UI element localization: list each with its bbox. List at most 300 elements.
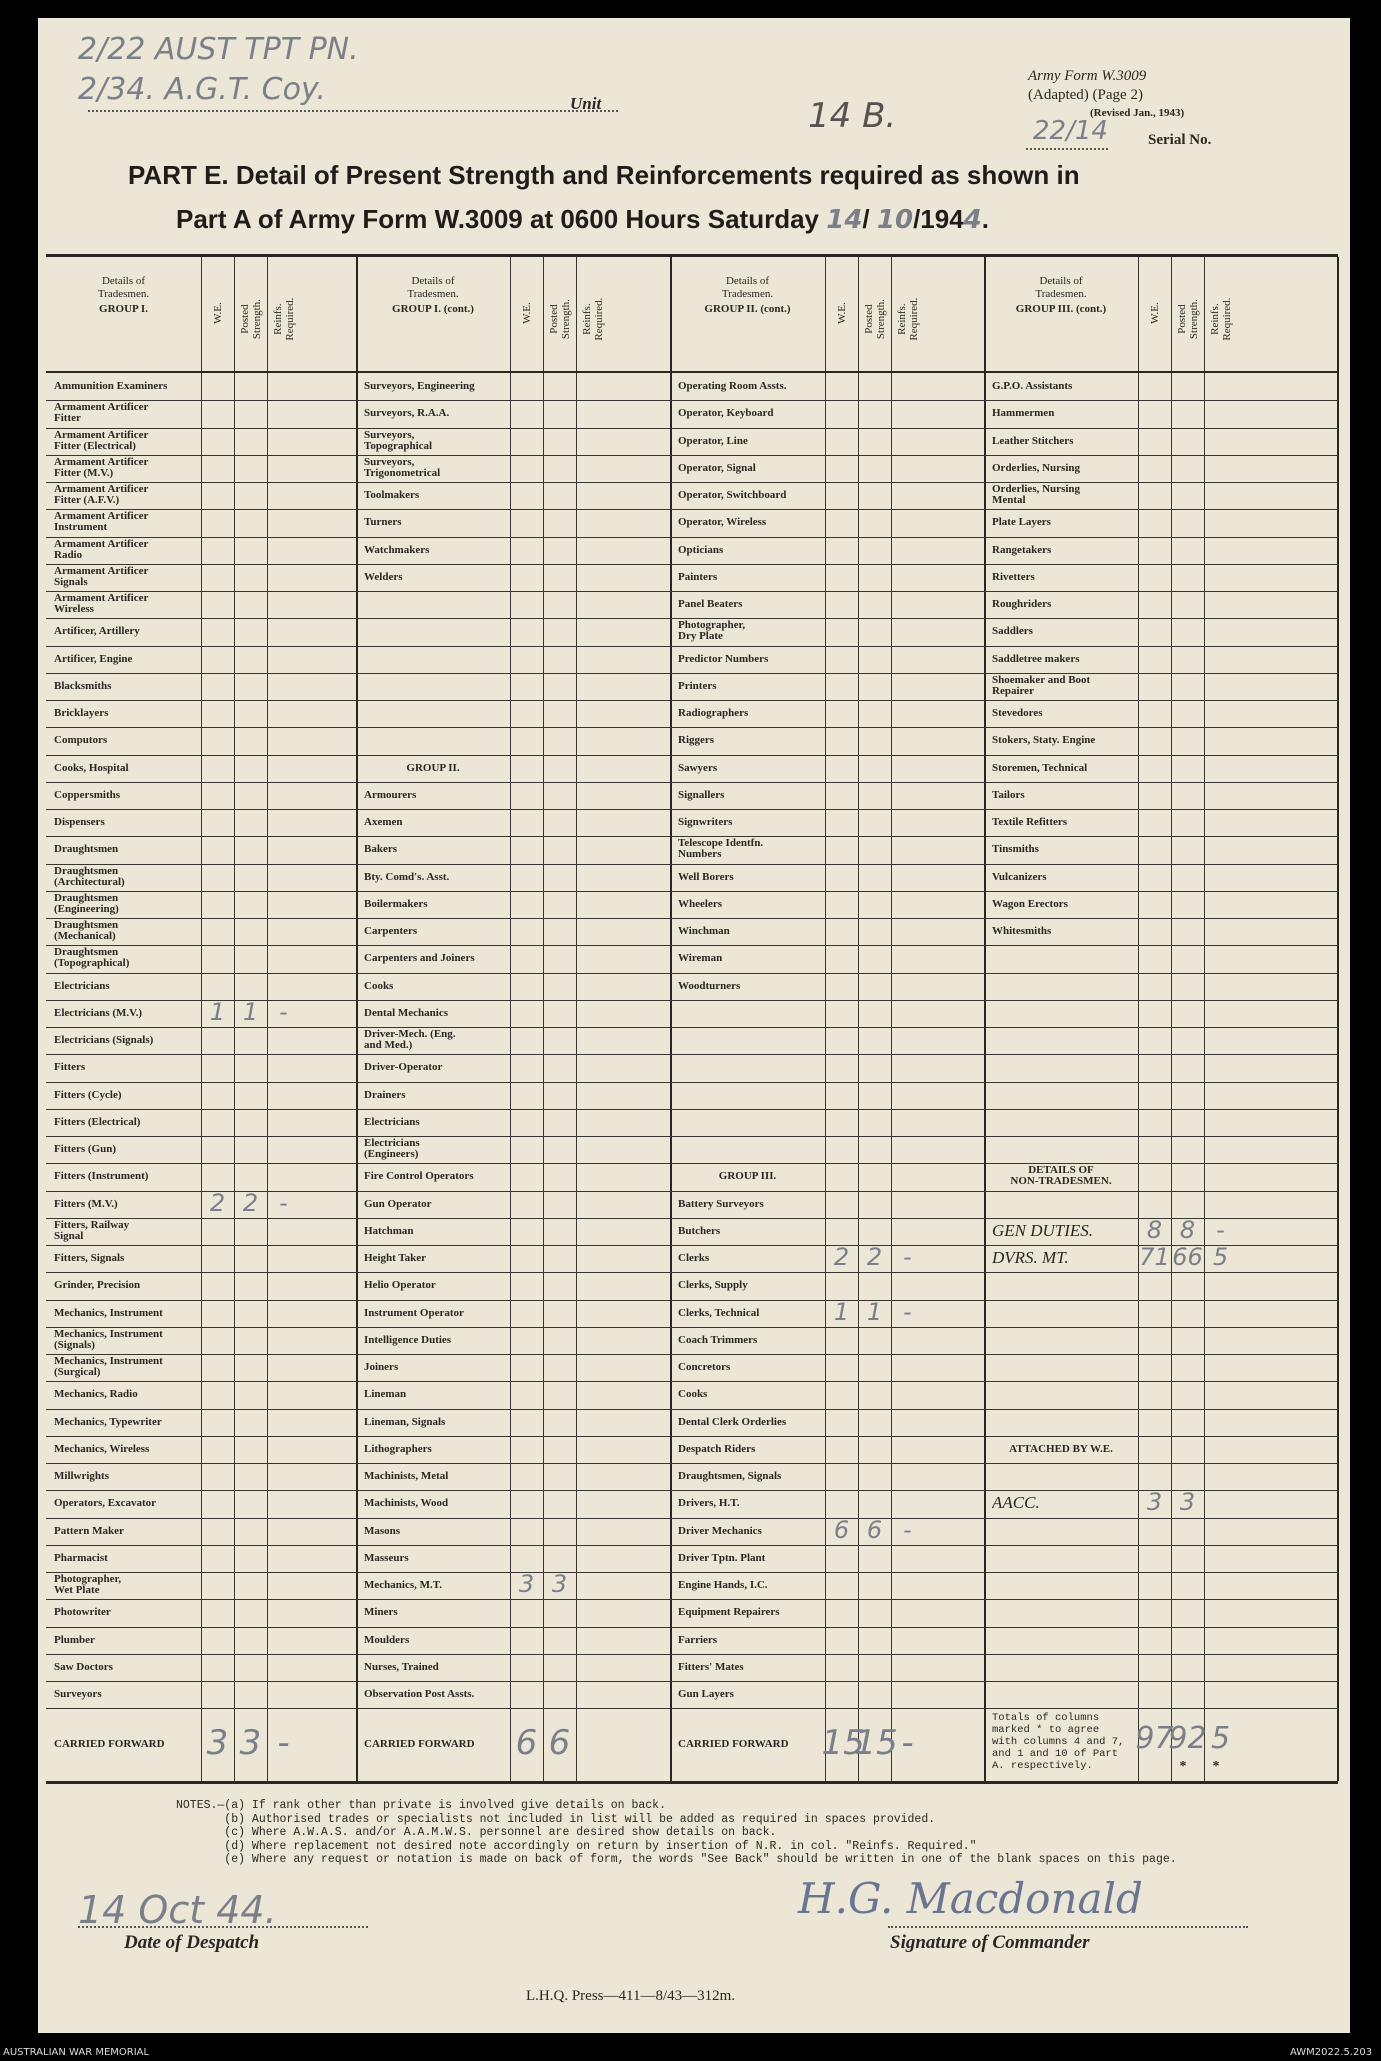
carried-forward-label: CARRIED FORWARD: [678, 1738, 789, 1750]
row-line: [46, 1599, 1338, 1600]
archive-label: AUSTRALIAN WAR MEMORIAL: [3, 2047, 150, 2058]
row-label: Artificer, Engine: [54, 653, 133, 665]
row-label: Surveyors, Topographical: [364, 429, 433, 452]
row-label: Draughtsmen (Architectural): [54, 865, 125, 888]
row-label: AACC.: [992, 1493, 1040, 1513]
entry-posted: 2: [242, 1188, 259, 1217]
row-label: Machinists, Wood: [364, 1498, 449, 1510]
column-line: [1138, 257, 1139, 1781]
row-label: Despatch Riders: [678, 1443, 756, 1455]
row-label: Mechanics, Radio: [54, 1389, 138, 1401]
row-label: Draughtsmen (Topographical): [54, 947, 130, 970]
row-label: Equipment Repairers: [678, 1607, 780, 1619]
row-label: Fitters, Signals: [54, 1253, 125, 1264]
row-line: [46, 673, 1338, 674]
row-label: Vulcanizers: [992, 871, 1047, 883]
subheader-we: W.E.: [520, 302, 533, 324]
row-line: [46, 755, 1338, 756]
row-label: Welders: [364, 571, 403, 583]
row-label: Driver Tptn. Plant: [678, 1552, 766, 1564]
row-label: Sawyers: [678, 762, 718, 774]
row-line: [46, 864, 1338, 865]
row-label: DVRS. MT.: [992, 1248, 1069, 1267]
row-label: Watchmakers: [364, 544, 430, 556]
row-line: [46, 455, 1338, 456]
row-line: [46, 1272, 1338, 1273]
row-label: Signwriters: [678, 817, 733, 828]
entry-we: 6: [833, 1515, 850, 1544]
grand-total-value: 97: [1135, 1720, 1174, 1756]
row-label: Hammermen: [992, 408, 1055, 420]
row-line: [46, 1163, 1338, 1164]
despatch-date-handwritten: 14 Oct 44.: [78, 1888, 277, 1932]
column-header-3: Details of Tradesmen. GROUP II. (cont.): [704, 275, 791, 316]
unit-handwritten-line2: 2/34. A.G.T. Coy.: [78, 72, 326, 107]
row-label: Operator, Switchboard: [678, 490, 787, 501]
row-label: Fitters (Instrument): [54, 1171, 149, 1183]
row-label: Opticians: [678, 544, 724, 556]
row-label: Gun Operator: [364, 1198, 432, 1210]
row-label: DETAILS OF NON-TRADESMEN.: [1010, 1165, 1112, 1188]
row-label: Draughtsmen (Mechanical): [54, 920, 119, 942]
row-label: Artificer, Artillery: [54, 626, 140, 638]
row-label: Photographer, Dry Plate: [678, 620, 746, 643]
row-label: Butchers: [678, 1225, 721, 1237]
row-label: Computors: [54, 735, 108, 747]
entry-posted: 3: [1179, 1488, 1196, 1517]
row-label: Rangetakers: [992, 544, 1052, 556]
row-label: Armourers: [364, 789, 417, 801]
entry-posted: 3: [551, 1570, 568, 1598]
note-c: (c) Where A.W.A.S. and/or A.A.M.W.S. personnel are desired show details on back.: [176, 1826, 777, 1839]
row-label: Electricians (M.V.): [54, 1007, 143, 1019]
row-label: Surveyors: [54, 1689, 102, 1700]
row-label: Armament Artificer Signals: [54, 565, 149, 588]
row-line: [46, 1054, 1338, 1055]
row-label: Surveyors, Trigonometrical: [364, 456, 441, 479]
row-label: Lineman: [364, 1389, 407, 1401]
row-label: Wheelers: [678, 898, 722, 910]
entry-posted: 8: [1179, 1215, 1196, 1244]
row-line: [46, 945, 1338, 946]
row-label: Dental Clerk Orderlies: [678, 1416, 787, 1428]
row-label: Wireman: [678, 953, 723, 965]
row-label: Fitters (Cycle): [54, 1089, 122, 1101]
row-label: GEN DUTIES.: [992, 1220, 1094, 1240]
row-label: Operator, Keyboard: [678, 408, 774, 420]
row-label: Operator, Wireless: [678, 517, 767, 529]
row-label: Mechanics, M.T.: [364, 1580, 443, 1591]
row-line: [46, 646, 1338, 647]
column-line: [576, 257, 577, 1781]
row-label: Driver Mechanics: [678, 1525, 762, 1537]
row-label: Bty. Comd's. Asst.: [364, 871, 450, 883]
row-label: Clerks, Supply: [678, 1280, 748, 1292]
grand-total-value: 92: [1168, 1720, 1207, 1756]
entry-we: 2: [833, 1243, 850, 1271]
despatch-line: [78, 1926, 368, 1928]
row-line: [46, 700, 1338, 701]
row-label: ATTACHED BY W.E.: [1009, 1443, 1113, 1455]
row-line: [46, 1463, 1338, 1464]
row-label: Mechanics, Instrument (Surgical): [54, 1356, 163, 1378]
row-label: Electricians (Engineers): [364, 1138, 420, 1160]
row-label: Fitters (Electrical): [54, 1116, 141, 1128]
row-label: Fitters' Mates: [678, 1661, 744, 1673]
serial-handwritten: 22/14: [1033, 116, 1108, 146]
row-label: Rivetters: [992, 571, 1035, 583]
row-line: [46, 1681, 1338, 1682]
entry-reinfs: 5: [1212, 1243, 1229, 1271]
row-label: Clerks: [678, 1253, 710, 1264]
row-line: [46, 1027, 1338, 1028]
row-label: Ammunition Examiners: [54, 381, 168, 392]
form-revised: (Revised Jan., 1943): [1090, 107, 1185, 119]
army-form-page: [38, 18, 1350, 2033]
row-label: Axemen: [364, 817, 403, 828]
row-line: [46, 1109, 1338, 1110]
row-label: Printers: [678, 680, 717, 692]
row-line: [46, 1572, 1338, 1573]
carried-forward-value: 6: [548, 1722, 571, 1763]
row-label: Telescope Identfn. Numbers: [678, 838, 764, 861]
carried-forward-value: -: [277, 1722, 290, 1763]
row-label: GROUP III.: [718, 1171, 777, 1183]
row-line: [46, 1381, 1338, 1382]
despatch-label: Date of Despatch: [124, 1932, 260, 1953]
row-label: Winchman: [678, 926, 730, 937]
group-divider: [356, 257, 358, 1781]
note-b: (b) Authorised trades or specialists not included in list will be added as required in spaces provided.: [176, 1812, 936, 1826]
subheader-posted: Posted Strength.: [547, 299, 572, 340]
subheader-we: W.E.: [1148, 302, 1161, 324]
row-label: Armament Artificer Instrument: [54, 511, 149, 534]
subheader-posted: Posted Strength.: [238, 299, 263, 340]
row-label: Battery Surveyors: [678, 1198, 764, 1210]
row-label: Storemen, Technical: [992, 762, 1088, 774]
column-line: [825, 257, 826, 1781]
row-label: Orderlies, Nursing Mental: [992, 484, 1080, 506]
row-label: Mechanics, Instrument: [54, 1307, 163, 1319]
commander-signature: H.G. Macdonald: [798, 1874, 1143, 1923]
row-label: Farriers: [678, 1634, 718, 1646]
unit-dotted-line: [88, 110, 618, 112]
entry-reinfs: -: [279, 997, 288, 1026]
row-line: [46, 1627, 1338, 1628]
row-label: Mechanics, Instrument (Signals): [54, 1328, 163, 1351]
row-label: Engine Hands, I.C.: [678, 1580, 768, 1591]
entry-reinfs: -: [1216, 1215, 1225, 1244]
row-label: Coppersmiths: [54, 789, 121, 801]
row-label: Concretors: [678, 1362, 731, 1373]
row-label: Drivers, H.T.: [678, 1498, 740, 1510]
subheader-posted: Posted Strength.: [862, 299, 887, 340]
row-label: Fire Control Operators: [364, 1171, 474, 1183]
entry-reinfs: -: [279, 1188, 288, 1217]
entry-we: 1: [209, 997, 226, 1026]
note-a: NOTES.—(a) If rank other than private is involved give details on back.: [176, 1799, 666, 1812]
row-line: [46, 591, 1338, 592]
row-label: Millwrights: [54, 1471, 109, 1482]
row-label: Cooks, Hospital: [54, 762, 129, 774]
entry-reinfs: -: [903, 1243, 912, 1271]
entry-reinfs: -: [903, 1515, 912, 1544]
row-label: Miners: [364, 1607, 398, 1619]
row-label: GROUP II.: [406, 762, 460, 774]
unit-label: Unit: [570, 94, 602, 113]
row-line: [46, 1708, 1338, 1709]
unit-handwritten-line1: 2/22 AUST TPT PN.: [78, 32, 359, 67]
row-line: [46, 1300, 1338, 1301]
serial-label: Serial No.: [1148, 132, 1212, 148]
row-label: Photographer, Wet Plate: [54, 1574, 122, 1596]
carried-forward-value: 3: [206, 1722, 229, 1763]
entry-posted: 66: [1172, 1243, 1203, 1271]
note-e: (e) Where any request or notation is made on back of form, the words "See Back" should be written in one of the blank spaces on this page.: [176, 1853, 1177, 1866]
row-line: [46, 973, 1338, 974]
row-label: Dispensers: [54, 817, 105, 828]
row-label: Tailors: [992, 789, 1025, 801]
row-label: Fitters, Railway Signal: [54, 1219, 130, 1242]
row-label: Cooks: [678, 1389, 708, 1401]
carried-forward-value: 6: [515, 1722, 538, 1763]
row-label: Tinsmiths: [992, 844, 1039, 856]
note-d: (d) Where replacement not desired note accordingly on return by insertion of N.R. in col. "Reinfs. Required.": [176, 1839, 977, 1853]
row-label: Armament Artificer Fitter (A.F.V.): [54, 484, 149, 506]
row-line: [46, 428, 1338, 429]
entry-we: 3: [1146, 1488, 1163, 1517]
form-title-line2: Part A of Army Form W.3009 at 0600 Hours Saturday 14/ 10/1944.: [176, 204, 989, 235]
asterisk-mark: *: [1179, 1761, 1187, 1772]
row-line: [46, 836, 1338, 837]
row-line: [46, 1409, 1338, 1410]
row-line: [46, 918, 1338, 919]
row-label: Intelligence Duties: [364, 1334, 452, 1346]
row-label: Signallers: [678, 789, 725, 801]
carried-forward-value: 3: [239, 1722, 262, 1763]
carried-forward-value: -: [901, 1722, 914, 1763]
row-line: [46, 1327, 1338, 1328]
subheader-posted: Posted Strength.: [1175, 299, 1200, 340]
subheader-reinfs: Reinfs. Required.: [271, 297, 296, 341]
row-label: Lithographers: [364, 1443, 432, 1455]
column-line: [1171, 257, 1172, 1781]
carried-forward-label: CARRIED FORWARD: [364, 1738, 475, 1750]
row-label: Mechanics, Wireless: [54, 1443, 150, 1455]
row-label: Saddlers: [992, 626, 1033, 638]
row-label: Armament Artificer Fitter (Electrical): [54, 429, 149, 452]
row-label: Well Borers: [678, 871, 734, 883]
group-divider: [984, 257, 986, 1781]
row-label: Leather Stitchers: [992, 435, 1074, 447]
press-imprint: L.H.Q. Press—411—8/43—312m.: [526, 1988, 736, 2004]
row-label: Fitters (Gun): [54, 1144, 117, 1155]
row-line: [46, 371, 1338, 373]
row-line: [46, 1545, 1338, 1546]
row-label: Coach Trimmers: [678, 1334, 758, 1346]
row-label: Electricians: [54, 980, 110, 992]
totals-note: Totals of columns marked * to agree with columns 4 and 7, and 1 and 10 of Part A. respectively.: [992, 1712, 1125, 1773]
row-label: Photowriter: [54, 1607, 111, 1619]
subheader-reinfs: Reinfs. Required.: [580, 297, 605, 341]
date-year: 4: [963, 205, 982, 235]
entry-posted: 2: [866, 1243, 883, 1271]
subheader-we: W.E.: [211, 302, 224, 324]
row-label: Operator, Signal: [678, 462, 756, 474]
row-label: Instrument Operator: [364, 1307, 464, 1319]
row-label: Pharmacist: [54, 1552, 108, 1564]
form-title-line1: PART E. Detail of Present Strength and Reinforcements required as shown in: [128, 160, 1080, 190]
row-label: Height Taker: [364, 1253, 427, 1264]
row-label: Saw Doctors: [54, 1661, 113, 1673]
grand-total-value: 5: [1210, 1720, 1231, 1756]
row-label: Surveyors, R.A.A.: [364, 408, 450, 420]
row-label: Panel Beaters: [678, 599, 743, 610]
row-label: Stokers, Staty. Engine: [992, 735, 1096, 747]
row-line: [46, 1518, 1338, 1519]
column-line: [891, 257, 892, 1781]
row-label: Draughtsmen (Engineering): [54, 892, 119, 915]
row-label: Electricians: [364, 1116, 420, 1128]
strength-table: [46, 254, 1338, 1784]
group-divider: [670, 257, 672, 1781]
row-label: Painters: [678, 571, 718, 583]
row-label: Wagon Erectors: [992, 898, 1068, 910]
row-label: Roughriders: [992, 599, 1052, 610]
entry-we: 2: [209, 1188, 226, 1217]
carried-forward-label: CARRIED FORWARD: [54, 1738, 165, 1750]
column-header-2: Details of Tradesmen. GROUP I. (cont.): [392, 275, 474, 316]
table-right-border: [1337, 257, 1339, 1781]
row-label: Electricians (Signals): [54, 1035, 154, 1046]
entry-we: 71: [1139, 1243, 1170, 1271]
row-line: [46, 618, 1338, 619]
column-line: [543, 257, 544, 1781]
row-label: Toolmakers: [364, 490, 420, 501]
row-label: Surveyors, Engineering: [364, 381, 475, 392]
row-label: Machinists, Metal: [364, 1471, 449, 1482]
row-label: Masseurs: [364, 1552, 409, 1564]
row-label: Lineman, Signals: [364, 1416, 446, 1428]
row-label: Fitters (M.V.): [54, 1198, 118, 1210]
row-label: Turners: [364, 517, 402, 529]
row-label: Operator, Line: [678, 435, 748, 447]
asterisk-mark: *: [1212, 1761, 1220, 1772]
form-name: Army Form W.3009: [1028, 68, 1147, 84]
row-label: Radiographers: [678, 708, 749, 719]
signature-label: Signature of Commander: [890, 1932, 1090, 1953]
row-label: Moulders: [364, 1634, 410, 1646]
row-line: [46, 482, 1338, 483]
row-line: [46, 400, 1338, 401]
row-line: [46, 782, 1338, 783]
row-label: Operators, Excavator: [54, 1498, 157, 1510]
row-label: Boilermakers: [364, 898, 428, 910]
row-line: [46, 727, 1338, 728]
row-label: Driver-Operator: [364, 1062, 443, 1074]
column-line: [510, 257, 511, 1781]
row-label: Plate Layers: [992, 517, 1051, 529]
row-label: Predictor Numbers: [678, 653, 769, 665]
row-label: Dental Mechanics: [364, 1007, 449, 1019]
entry-posted: 6: [866, 1515, 883, 1544]
row-label: Whitesmiths: [992, 926, 1052, 937]
row-label: Masons: [364, 1525, 401, 1537]
form-notes: [176, 1799, 1177, 1867]
row-label: Shoemaker and Boot Repairer: [992, 674, 1091, 697]
row-label: Armament Artificer Fitter: [54, 402, 149, 425]
row-label: Fitters: [54, 1062, 86, 1074]
row-label: Pattern Maker: [54, 1525, 124, 1537]
carried-forward-value: 15: [821, 1722, 865, 1763]
signature-line: [888, 1926, 1248, 1928]
row-line: [46, 509, 1338, 510]
row-line: [46, 891, 1338, 892]
row-label: Draughtsmen, Signals: [678, 1471, 782, 1482]
row-label: Armament Artificer Fitter (M.V.): [54, 456, 149, 479]
row-line: [46, 1354, 1338, 1355]
row-line: [46, 809, 1338, 810]
row-label: Mechanics, Typewriter: [54, 1416, 162, 1428]
form-adapted: (Adapted) (Page 2): [1028, 87, 1143, 103]
row-label: Drainers: [364, 1089, 406, 1101]
subheader-reinfs: Reinfs. Required.: [895, 297, 920, 341]
row-label: Blacksmiths: [54, 680, 112, 692]
row-label: Joiners: [364, 1362, 399, 1373]
subheader-reinfs: Reinfs. Required.: [1208, 297, 1233, 341]
row-line: [46, 537, 1338, 538]
row-label: Operating Room Assts.: [678, 381, 787, 392]
row-label: Driver-Mech. (Eng. and Med.): [364, 1029, 456, 1051]
row-label: Draughtsmen: [54, 844, 119, 856]
entry-reinfs: -: [903, 1297, 912, 1326]
row-label: Saddletree makers: [992, 653, 1080, 665]
row-label: Orderlies, Nursing: [992, 462, 1080, 474]
row-label: Armament Artificer Radio: [54, 538, 149, 561]
date-day: 14: [826, 205, 863, 235]
entry-we: 3: [518, 1570, 535, 1598]
row-label: Carpenters: [364, 926, 418, 937]
subheader-we: W.E.: [835, 302, 848, 324]
row-line: [46, 1436, 1338, 1437]
row-label: Gun Layers: [678, 1689, 734, 1700]
row-label: Helio Operator: [364, 1280, 436, 1292]
column-header-1: Details of Tradesmen. GROUP I.: [97, 275, 150, 316]
serial-line: [1026, 148, 1108, 150]
row-label: Armament Artificer Wireless: [54, 593, 149, 615]
row-label: Riggers: [678, 735, 715, 747]
carried-forward-value: 15: [854, 1722, 898, 1763]
archive-id: AWM2022.5.203: [1290, 2047, 1373, 2058]
row-line: [46, 1136, 1338, 1137]
entry-we: 1: [833, 1297, 850, 1326]
row-label: Carpenters and Joiners: [364, 953, 475, 965]
row-label: Cooks: [364, 980, 394, 992]
row-label: Bakers: [364, 844, 397, 856]
entry-posted: 1: [242, 997, 259, 1026]
row-line: [46, 1654, 1338, 1655]
column-line: [858, 257, 859, 1781]
row-label: Plumber: [54, 1634, 95, 1646]
row-label: Grinder, Precision: [54, 1280, 141, 1292]
row-label: Stevedores: [992, 708, 1043, 719]
entry-posted: 1: [866, 1297, 883, 1326]
column-header-4: Details of Tradesmen. GROUP III. (cont.): [1015, 275, 1107, 316]
row-label: Woodturners: [678, 980, 741, 992]
row-line: [46, 564, 1338, 565]
entry-we: 8: [1146, 1215, 1163, 1244]
column-line: [1204, 257, 1205, 1781]
